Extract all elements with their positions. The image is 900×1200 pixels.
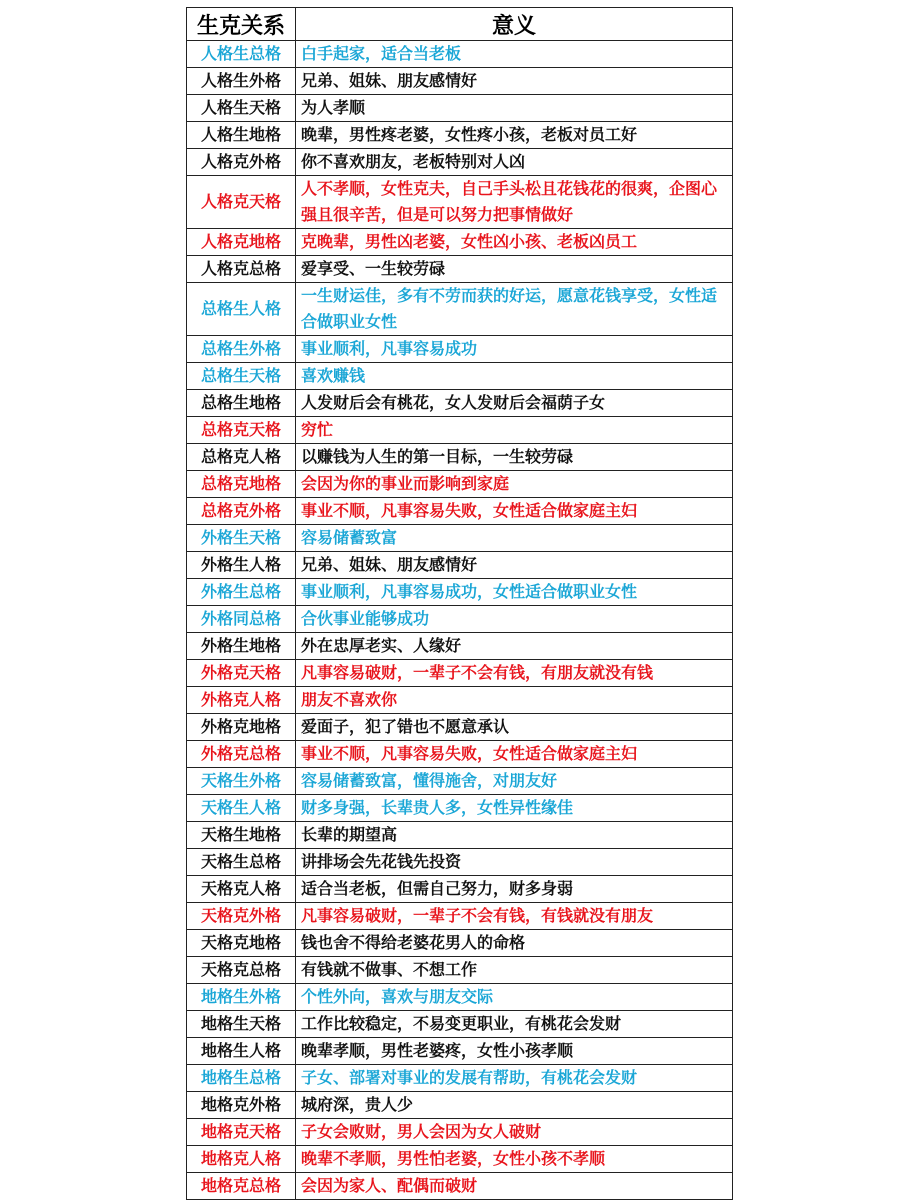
table-row bbox=[187, 525, 733, 552]
table-body bbox=[187, 41, 733, 1200]
relationship-cell: 外格克天格 bbox=[187, 660, 296, 687]
meaning-cell: 以赚钱为人生的第一目标，一生较劳碌 bbox=[296, 444, 733, 471]
relationship-cell: 人格生地格 bbox=[187, 122, 296, 149]
relationship-cell: 天格生外格 bbox=[187, 768, 296, 795]
meaning-cell: 会因为家人、配偶而破财 bbox=[296, 1173, 733, 1200]
meaning-cell: 外在忠厚老实、人缘好 bbox=[296, 633, 733, 660]
table-row bbox=[187, 687, 733, 714]
meaning-cell: 个性外向，喜欢与朋友交际 bbox=[296, 984, 733, 1011]
table-row bbox=[187, 471, 733, 498]
table-row bbox=[187, 444, 733, 471]
meaning-cell: 子女会败财，男人会因为女人破财 bbox=[296, 1119, 733, 1146]
meaning-cell: 晚辈不孝顺，男性怕老婆，女性小孩不孝顺 bbox=[296, 1146, 733, 1173]
relationship-cell: 外格同总格 bbox=[187, 606, 296, 633]
table-row bbox=[187, 822, 733, 849]
table-row bbox=[187, 95, 733, 122]
meaning-cell: 钱也舍不得给老婆花男人的命格 bbox=[296, 930, 733, 957]
relationship-cell: 天格克总格 bbox=[187, 957, 296, 984]
table-row bbox=[187, 417, 733, 444]
meaning-cell: 子女、部署对事业的发展有帮助，有桃花会发财 bbox=[296, 1065, 733, 1092]
meaning-cell: 会因为你的事业而影响到家庭 bbox=[296, 471, 733, 498]
table-row bbox=[187, 498, 733, 525]
table-row bbox=[187, 229, 733, 256]
relationship-cell: 地格克总格 bbox=[187, 1173, 296, 1200]
relationship-cell: 地格生天格 bbox=[187, 1011, 296, 1038]
table-row bbox=[187, 176, 733, 229]
relationship-cell: 总格生地格 bbox=[187, 390, 296, 417]
meaning-cell: 适合当老板，但需自己努力，财多身弱 bbox=[296, 876, 733, 903]
relationship-cell: 天格克地格 bbox=[187, 930, 296, 957]
table-row bbox=[187, 363, 733, 390]
meaning-cell: 一生财运佳，多有不劳而获的好运，愿意花钱享受，女性适合做职业女性 bbox=[296, 283, 733, 336]
relationship-cell: 外格生地格 bbox=[187, 633, 296, 660]
meaning-cell: 晚辈孝顺，男性老婆疼，女性小孩孝顺 bbox=[296, 1038, 733, 1065]
relationship-cell: 总格生外格 bbox=[187, 336, 296, 363]
relationship-cell: 地格生总格 bbox=[187, 1065, 296, 1092]
table-row bbox=[187, 795, 733, 822]
meaning-cell: 工作比较稳定，不易变更职业，有桃花会发财 bbox=[296, 1011, 733, 1038]
meaning-cell: 事业顺利，凡事容易成功，女性适合做职业女性 bbox=[296, 579, 733, 606]
table-row bbox=[187, 957, 733, 984]
relationship-cell: 地格克天格 bbox=[187, 1119, 296, 1146]
relationship-cell: 外格生天格 bbox=[187, 525, 296, 552]
meaning-cell: 人不孝顺，女性克夫，自己手头松且花钱花的很爽，企图心强且很辛苦，但是可以努力把事情做好 bbox=[296, 176, 733, 229]
relationship-cell: 人格生总格 bbox=[187, 41, 296, 68]
meaning-cell: 长辈的期望高 bbox=[296, 822, 733, 849]
meaning-cell: 讲排场会先花钱先投资 bbox=[296, 849, 733, 876]
table-row bbox=[187, 1146, 733, 1173]
table-row bbox=[187, 122, 733, 149]
meaning-cell: 兄弟、姐妹、朋友感情好 bbox=[296, 552, 733, 579]
relationship-cell: 总格克人格 bbox=[187, 444, 296, 471]
table-row bbox=[187, 849, 733, 876]
relationship-cell: 总格克天格 bbox=[187, 417, 296, 444]
meaning-cell: 爱享受、一生较劳碌 bbox=[296, 256, 733, 283]
relationship-cell: 外格克总格 bbox=[187, 741, 296, 768]
relationship-cell: 地格克人格 bbox=[187, 1146, 296, 1173]
table-row bbox=[187, 633, 733, 660]
meaning-cell: 人发财后会有桃花，女人发财后会福荫子女 bbox=[296, 390, 733, 417]
meaning-cell: 爱面子，犯了错也不愿意承认 bbox=[296, 714, 733, 741]
table-row bbox=[187, 714, 733, 741]
table-row bbox=[187, 768, 733, 795]
table-row bbox=[187, 660, 733, 687]
meaning-cell: 克晚辈，男性凶老婆，女性凶小孩、老板凶员工 bbox=[296, 229, 733, 256]
meaning-cell: 合伙事业能够成功 bbox=[296, 606, 733, 633]
table-row bbox=[187, 1065, 733, 1092]
meaning-cell: 事业不顺，凡事容易失败，女性适合做家庭主妇 bbox=[296, 741, 733, 768]
table-row bbox=[187, 256, 733, 283]
meaning-cell: 有钱就不做事、不想工作 bbox=[296, 957, 733, 984]
meaning-cell: 事业顺利，凡事容易成功 bbox=[296, 336, 733, 363]
table-row bbox=[187, 552, 733, 579]
table-row bbox=[187, 390, 733, 417]
relationship-cell: 人格生天格 bbox=[187, 95, 296, 122]
meaning-cell: 城府深，贵人少 bbox=[296, 1092, 733, 1119]
relationship-cell: 人格生外格 bbox=[187, 68, 296, 95]
table-header-row bbox=[187, 8, 733, 41]
meaning-cell: 财多身强，长辈贵人多，女性异性缘佳 bbox=[296, 795, 733, 822]
table-row bbox=[187, 1011, 733, 1038]
table-row bbox=[187, 903, 733, 930]
table-row bbox=[187, 876, 733, 903]
meaning-cell: 朋友不喜欢你 bbox=[296, 687, 733, 714]
relationship-cell: 天格生人格 bbox=[187, 795, 296, 822]
relationship-cell: 天格克人格 bbox=[187, 876, 296, 903]
header-relationship: 生克关系 bbox=[187, 8, 296, 41]
relationship-cell: 地格生人格 bbox=[187, 1038, 296, 1065]
table-row bbox=[187, 579, 733, 606]
meaning-cell: 事业不顺，凡事容易失败，女性适合做家庭主妇 bbox=[296, 498, 733, 525]
relationship-cell: 外格克人格 bbox=[187, 687, 296, 714]
meaning-cell: 容易储蓄致富，懂得施舍，对朋友好 bbox=[296, 768, 733, 795]
relationship-cell: 天格克外格 bbox=[187, 903, 296, 930]
meaning-cell: 兄弟、姐妹、朋友感情好 bbox=[296, 68, 733, 95]
table-row bbox=[187, 283, 733, 336]
relationship-cell: 人格克总格 bbox=[187, 256, 296, 283]
meaning-cell: 穷忙 bbox=[296, 417, 733, 444]
relationship-cell: 总格克外格 bbox=[187, 498, 296, 525]
table-row bbox=[187, 1173, 733, 1200]
meaning-cell: 容易储蓄致富 bbox=[296, 525, 733, 552]
relationship-cell: 总格生人格 bbox=[187, 283, 296, 336]
relationship-cell: 总格生天格 bbox=[187, 363, 296, 390]
header-meaning: 意义 bbox=[296, 8, 733, 41]
relationship-cell: 外格克地格 bbox=[187, 714, 296, 741]
meaning-cell: 凡事容易破财，一辈子不会有钱，有钱就没有朋友 bbox=[296, 903, 733, 930]
table-row bbox=[187, 68, 733, 95]
relationship-cell: 外格生人格 bbox=[187, 552, 296, 579]
relationship-cell: 地格生外格 bbox=[187, 984, 296, 1011]
meaning-cell: 凡事容易破财，一辈子不会有钱，有朋友就没有钱 bbox=[296, 660, 733, 687]
table-row bbox=[187, 930, 733, 957]
relationship-table bbox=[186, 7, 733, 1200]
table-row bbox=[187, 1092, 733, 1119]
meaning-cell: 喜欢赚钱 bbox=[296, 363, 733, 390]
relationship-cell: 外格生总格 bbox=[187, 579, 296, 606]
relationship-cell: 人格克地格 bbox=[187, 229, 296, 256]
table-row bbox=[187, 336, 733, 363]
relationship-cell: 天格生总格 bbox=[187, 849, 296, 876]
table-row bbox=[187, 741, 733, 768]
relationship-cell: 人格克天格 bbox=[187, 176, 296, 229]
relationship-cell: 天格生地格 bbox=[187, 822, 296, 849]
meaning-cell: 白手起家，适合当老板 bbox=[296, 41, 733, 68]
table-row bbox=[187, 1038, 733, 1065]
relationship-cell: 总格克地格 bbox=[187, 471, 296, 498]
meaning-cell: 晚辈，男性疼老婆，女性疼小孩，老板对员工好 bbox=[296, 122, 733, 149]
table-row bbox=[187, 606, 733, 633]
table-row bbox=[187, 1119, 733, 1146]
relationship-cell: 地格克外格 bbox=[187, 1092, 296, 1119]
table-row bbox=[187, 984, 733, 1011]
relationship-cell: 人格克外格 bbox=[187, 149, 296, 176]
table-row bbox=[187, 41, 733, 68]
meaning-cell: 为人孝顺 bbox=[296, 95, 733, 122]
table-row bbox=[187, 149, 733, 176]
meaning-cell: 你不喜欢朋友，老板特别对人凶 bbox=[296, 149, 733, 176]
